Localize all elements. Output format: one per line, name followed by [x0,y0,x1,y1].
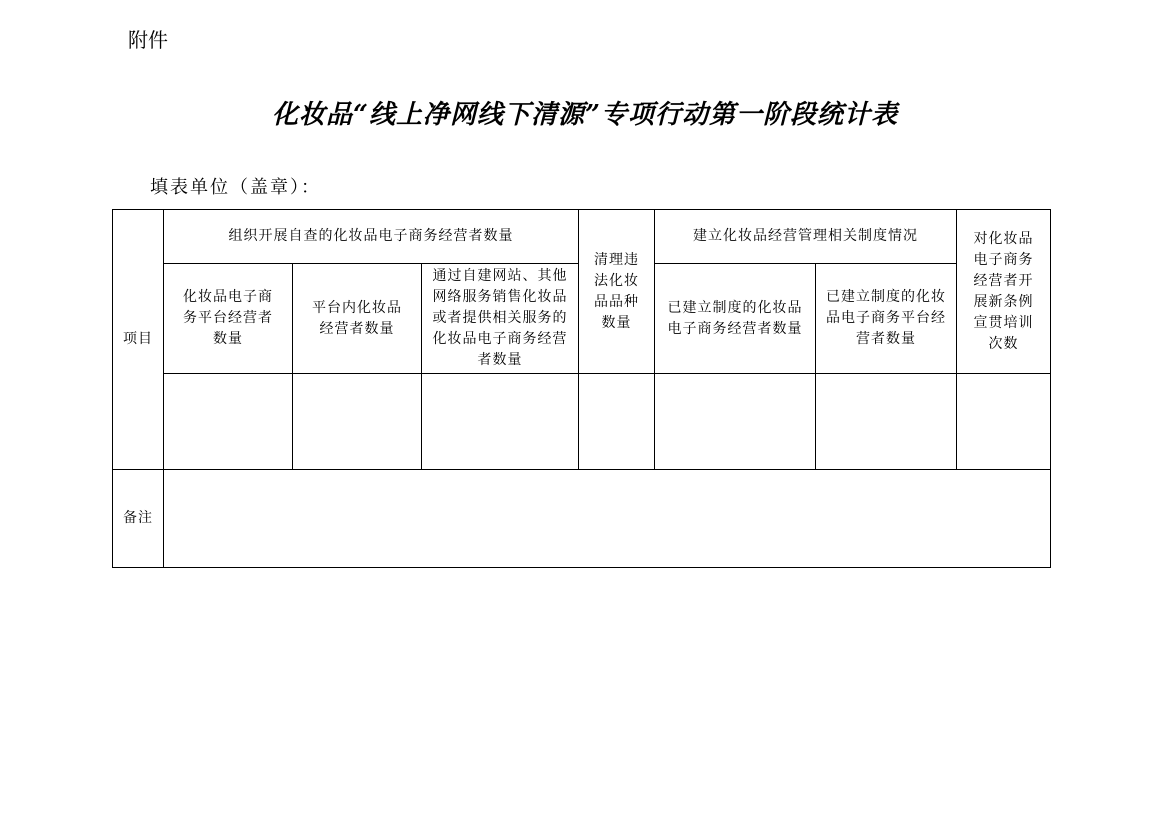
cleared-illegal-header: 清理违法化妆品品种数量 [594,251,639,331]
group1-header-cell [164,210,579,264]
in-platform-operators-header: 平台内化妆品经营者数量 [312,299,402,337]
group1-header: 组织开展自查的化妆品电子商务经营者数量 [228,228,514,244]
data-cell[interactable] [293,374,422,470]
platform-with-system-header-cell [816,264,957,374]
item-label-cell [113,210,164,470]
training-count-header-cell [957,210,1050,374]
ecommerce-with-system-header: 已建立制度的化妆品电子商务经营者数量 [667,299,803,337]
platform-operators-header: 化妆品电子商务平台经营者数量 [183,289,273,347]
remarks-label: 备注 [123,510,153,526]
group2-header-cell [655,210,957,264]
data-cell[interactable] [579,374,655,470]
data-cell[interactable] [655,374,816,470]
other-channel-operators-header: 通过自建网站、其他网络服务销售化妆品或者提供相关服务的化妆品电子商务经营者数量 [432,268,568,368]
remarks-value-cell[interactable] [164,470,1050,567]
statistics-table [112,209,1051,568]
page-title: 化妆品“线上净网线下清源”专项行动第一阶段统计表 [272,100,898,130]
item-label: 项目 [123,331,153,347]
platform-with-system-header: 已建立制度的化妆品电子商务平台经营者数量 [826,289,946,347]
in-platform-operators-header-cell [293,264,422,374]
training-count-header: 对化妆品电子商务经营者开展新条例宣贯培训次数 [973,230,1034,352]
cleared-illegal-header-cell [579,210,655,374]
data-cell[interactable] [957,374,1050,470]
attachment-label: 附件 [128,28,168,52]
ecommerce-with-system-header-cell [655,264,816,374]
data-cell[interactable] [422,374,579,470]
remarks-label-cell [113,470,164,567]
group2-header: 建立化妆品经营管理相关制度情况 [693,228,918,244]
data-cell[interactable] [816,374,957,470]
fill-unit-label: 填表单位（盖章）： [150,177,321,198]
data-cell[interactable] [164,374,293,470]
platform-operators-header-cell [164,264,293,374]
other-channel-operators-header-cell [422,264,579,374]
